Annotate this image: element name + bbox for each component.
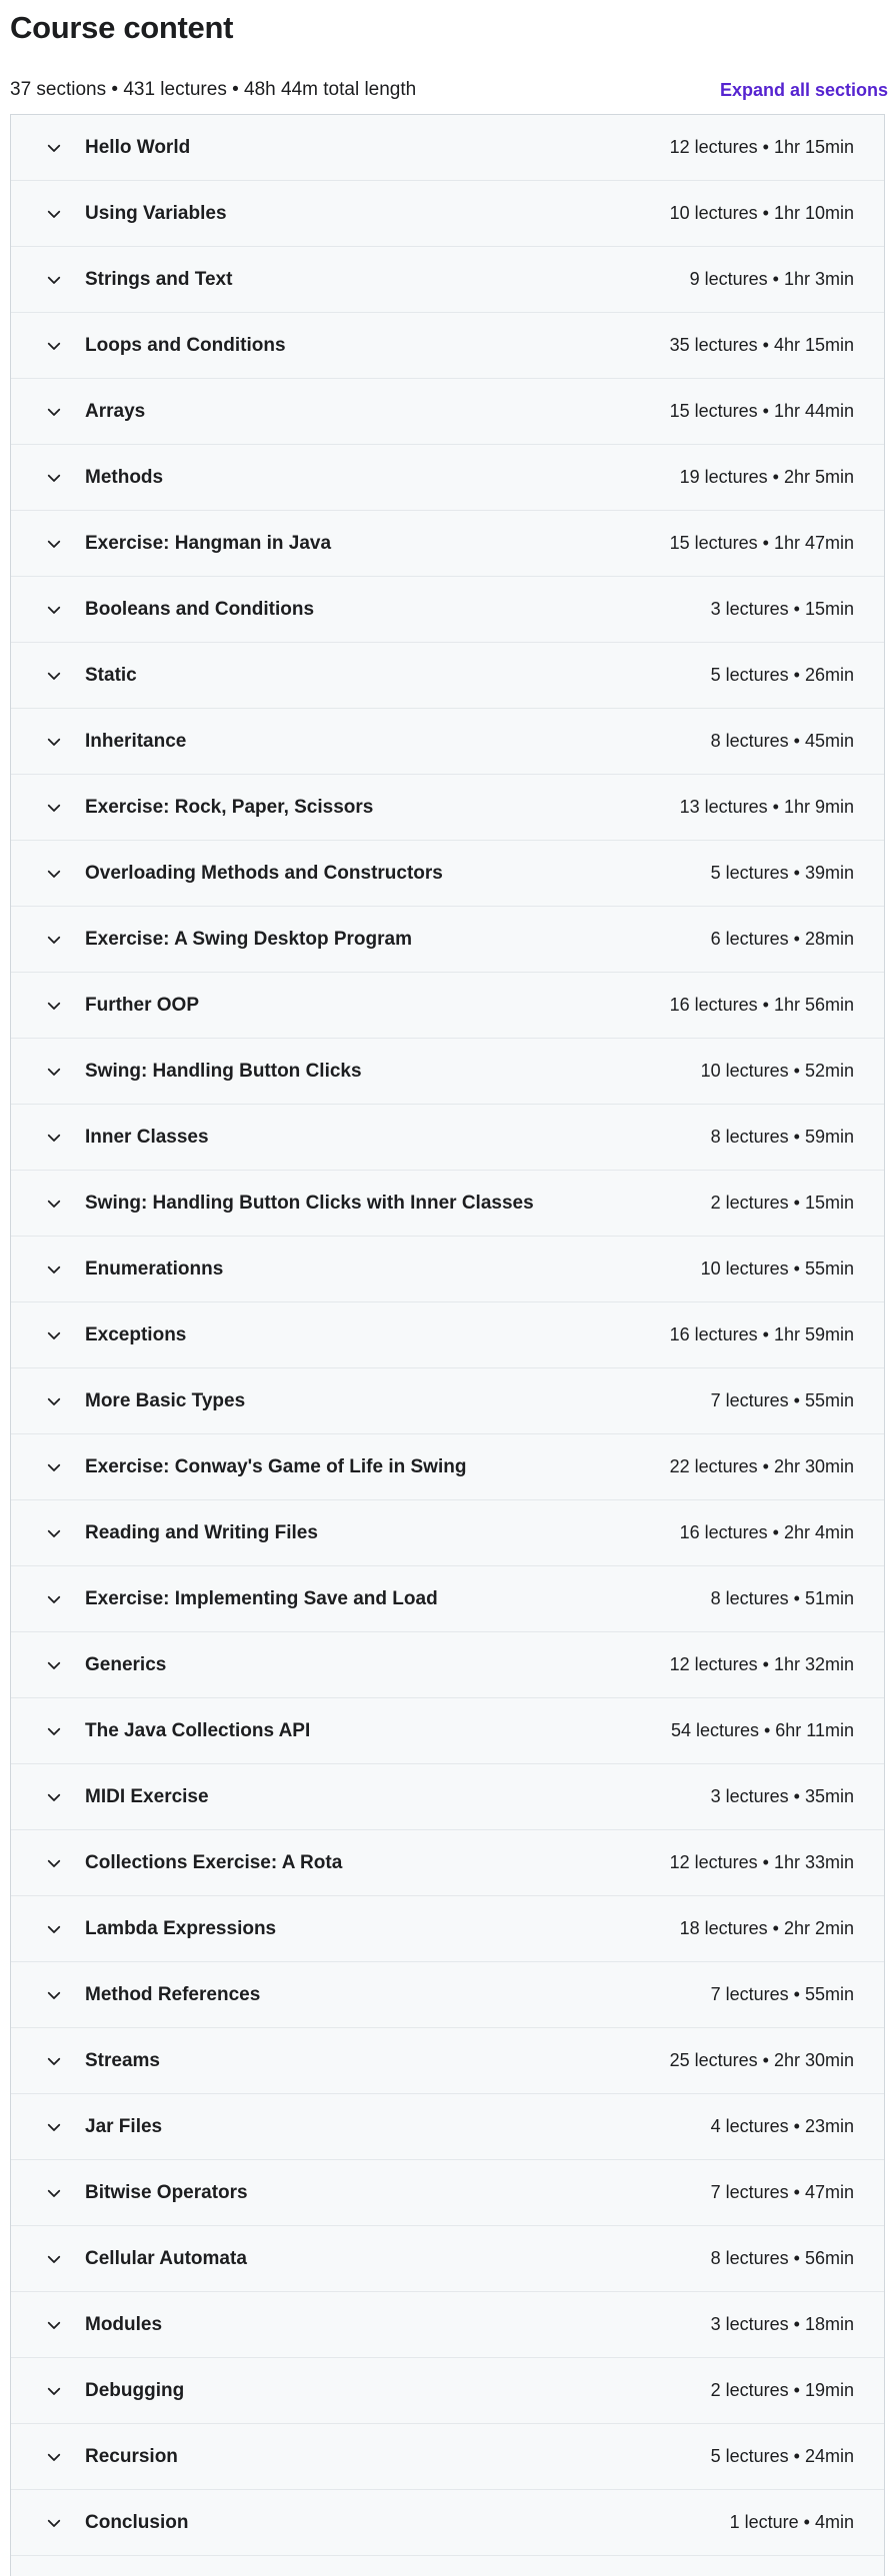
section-meta: 10 lectures • 52min — [700, 1061, 854, 1081]
section-meta: 7 lectures • 55min — [710, 1390, 854, 1410]
section-header[interactable] — [11, 115, 884, 181]
chevron-down-icon — [45, 667, 63, 685]
section-title: Exercise: Implementing Save and Load — [85, 1587, 438, 1609]
section-title: Further OOP — [85, 994, 200, 1016]
section-header[interactable] — [11, 2094, 884, 2160]
section-meta: 12 lectures • 1hr 32min — [669, 1654, 854, 1674]
course-summary-row — [10, 77, 888, 103]
chevron-down-icon — [45, 1261, 63, 1279]
section-title: Lambda Expressions — [85, 1917, 277, 1939]
chevron-down-icon — [45, 139, 63, 157]
chevron-down-icon — [45, 2184, 63, 2202]
section-header[interactable] — [11, 2292, 884, 2358]
chevron-down-icon — [45, 535, 63, 553]
section-header[interactable] — [11, 1764, 884, 1830]
section-header[interactable] — [11, 973, 884, 1039]
section-title: Arrays — [85, 400, 146, 422]
section-meta: 2 lectures • 15min — [710, 1193, 854, 1213]
section-header[interactable] — [11, 841, 884, 907]
section-header[interactable] — [11, 709, 884, 775]
section-header[interactable] — [11, 643, 884, 709]
chevron-down-icon — [45, 1392, 63, 1410]
section-header[interactable] — [11, 1237, 884, 1302]
section-header[interactable] — [11, 1171, 884, 1237]
section-title: Conclusion — [85, 2511, 189, 2533]
section-title: Streams — [85, 2049, 160, 2071]
section-title: Swing: Handling Button Clicks — [85, 1060, 362, 1082]
chevron-down-icon — [45, 799, 63, 817]
section-meta: 16 lectures • 1hr 56min — [669, 995, 854, 1015]
chevron-down-icon — [45, 1524, 63, 1542]
section-meta: 16 lectures • 2hr 4min — [679, 1522, 854, 1542]
chevron-down-icon — [45, 2316, 63, 2334]
section-title: Loops and Conditions — [85, 334, 286, 356]
chevron-down-icon — [45, 1063, 63, 1081]
section-title: Static — [85, 664, 137, 686]
section-title: MIDI Exercise — [85, 1785, 209, 1807]
chevron-down-icon — [45, 1656, 63, 1674]
section-meta: 7 lectures • 47min — [710, 2182, 854, 2202]
chevron-down-icon — [45, 2118, 63, 2136]
section-header[interactable] — [11, 775, 884, 841]
section-header[interactable] — [11, 1434, 884, 1500]
section-header[interactable] — [11, 1698, 884, 1764]
section-title: Inner Classes — [85, 1126, 209, 1148]
section-header[interactable] — [11, 2424, 884, 2490]
section-meta: 1 lecture • 4min — [729, 2512, 854, 2532]
chevron-down-icon — [45, 469, 63, 487]
section-title: Exercise: Rock, Paper, Scissors — [85, 796, 374, 818]
section-title: Exercise: A Swing Desktop Program — [85, 928, 412, 950]
section-header[interactable] — [11, 1105, 884, 1171]
section-title: More Basic Types — [85, 1389, 246, 1411]
section-title: Methods — [85, 466, 164, 488]
section-meta: 15 lectures • 1hr 47min — [669, 533, 854, 553]
section-title: Collections Exercise: A Rota — [85, 1851, 343, 1873]
section-title: Cellular Automata — [85, 2247, 247, 2269]
chevron-down-icon — [45, 337, 63, 355]
chevron-down-icon — [45, 205, 63, 223]
section-meta: 12 lectures • 1hr 33min — [669, 1852, 854, 1872]
section-title: Swing: Handling Button Clicks with Inner Classes — [85, 1192, 534, 1214]
section-title: Inheritance — [85, 730, 187, 752]
chevron-down-icon — [45, 2052, 63, 2070]
section-title: Exceptions — [85, 1323, 187, 1345]
section-meta: 10 lectures • 1hr 10min — [669, 203, 854, 223]
section-title: Using Variables — [85, 202, 227, 224]
section-meta: 22 lectures • 2hr 30min — [669, 1456, 854, 1476]
section-meta: 15 lectures • 1hr 44min — [669, 401, 854, 421]
section-header[interactable] — [11, 313, 884, 379]
section-header[interactable] — [11, 445, 884, 511]
section-meta: 6 lectures • 28min — [710, 929, 854, 949]
section-meta: 18 lectures • 2hr 2min — [679, 1918, 854, 1938]
section-title: Generics — [85, 1653, 167, 1675]
section-title: Debugging — [85, 2379, 185, 2401]
section-title: Hello World — [85, 136, 191, 158]
chevron-down-icon — [45, 2250, 63, 2268]
section-meta: 3 lectures • 18min — [710, 2314, 854, 2334]
chevron-down-icon — [45, 1458, 63, 1476]
section-meta: 8 lectures • 45min — [710, 731, 854, 751]
section-title: Strings and Text — [85, 268, 233, 290]
section-header[interactable] — [11, 2490, 884, 2556]
section-header[interactable] — [11, 1632, 884, 1698]
chevron-down-icon — [45, 1920, 63, 1938]
chevron-down-icon — [45, 1788, 63, 1806]
section-header[interactable] — [11, 577, 884, 643]
section-title: Enumerationns — [85, 1258, 224, 1280]
section-meta: 25 lectures • 2hr 30min — [669, 2050, 854, 2070]
chevron-down-icon — [45, 1129, 63, 1147]
section-meta: 12 lectures • 1hr 15min — [669, 137, 854, 157]
section-meta: 3 lectures • 35min — [710, 1786, 854, 1806]
section-meta: 10 lectures • 55min — [700, 1259, 854, 1279]
section-meta: 54 lectures • 6hr 11min — [670, 1720, 854, 1740]
chevron-down-icon — [45, 403, 63, 421]
section-meta: 5 lectures • 24min — [710, 2446, 854, 2466]
section-meta: 8 lectures • 51min — [710, 1588, 854, 1608]
section-header[interactable] — [11, 1896, 884, 1962]
section-title: Recursion — [85, 2445, 178, 2467]
section-title: Exercise: Conway's Game of Life in Swing — [85, 1455, 467, 1477]
section-meta: 8 lectures • 59min — [710, 1127, 854, 1147]
expand-all-sections-button[interactable]: Expand all sections — [719, 80, 888, 100]
section-header[interactable] — [11, 2358, 884, 2424]
section-meta: 16 lectures • 1hr 59min — [669, 1324, 854, 1344]
chevron-down-icon — [45, 1986, 63, 2004]
section-meta: 8 lectures • 56min — [710, 2248, 854, 2268]
section-header[interactable] — [11, 1566, 884, 1632]
section-meta: 5 lectures • 26min — [710, 665, 854, 685]
section-header[interactable] — [11, 2160, 884, 2226]
chevron-down-icon — [45, 997, 63, 1015]
chevron-down-icon — [45, 2514, 63, 2532]
chevron-down-icon — [45, 1326, 63, 1344]
section-header[interactable] — [11, 1368, 884, 1434]
section-list — [10, 114, 885, 2576]
chevron-down-icon — [45, 601, 63, 619]
section-header[interactable] — [11, 1830, 884, 1896]
section-meta: 4 lectures • 23min — [710, 2116, 854, 2136]
section-title: Modules — [85, 2313, 163, 2335]
section-title: Exercise: Hangman in Java — [85, 532, 332, 554]
section-meta: 19 lectures • 2hr 5min — [679, 467, 854, 487]
section-meta: 7 lectures • 55min — [710, 1984, 854, 2004]
course-summary: 37 sections • 431 lectures • 48h 44m total length — [10, 79, 417, 100]
chevron-down-icon — [45, 931, 63, 949]
section-header[interactable] — [11, 1039, 884, 1105]
section-title: Booleans and Conditions — [85, 598, 315, 620]
section-meta: 3 lectures • 15min — [710, 599, 854, 619]
section-header[interactable] — [11, 2028, 884, 2094]
section-meta: 13 lectures • 1hr 9min — [679, 797, 854, 817]
section-meta: 9 lectures • 1hr 3min — [689, 269, 854, 289]
section-header[interactable] — [11, 511, 884, 577]
section-title: The Java Collections API — [85, 1719, 311, 1741]
chevron-down-icon — [45, 1195, 63, 1213]
section-meta: 35 lectures • 4hr 15min — [669, 335, 854, 355]
chevron-down-icon — [45, 2382, 63, 2400]
section-header[interactable] — [11, 907, 884, 973]
section-header[interactable] — [11, 379, 884, 445]
section-title: Bitwise Operators — [85, 2181, 248, 2203]
chevron-down-icon — [45, 271, 63, 289]
section-title: Reading and Writing Files — [85, 1521, 318, 1543]
chevron-down-icon — [45, 865, 63, 883]
section-header[interactable] — [11, 1962, 884, 2028]
section-header[interactable] — [11, 1302, 884, 1368]
chevron-down-icon — [45, 1854, 63, 1872]
section-header[interactable] — [11, 1500, 884, 1566]
section-title: Overloading Methods and Constructors — [85, 862, 443, 884]
section-meta: 2 lectures • 19min — [710, 2380, 854, 2400]
chevron-down-icon — [45, 2448, 63, 2466]
chevron-down-icon — [45, 1590, 63, 1608]
page-title: Course content — [10, 10, 234, 45]
section-header[interactable] — [11, 247, 884, 313]
section-meta: 5 lectures • 39min — [710, 863, 854, 883]
section-title: Jar Files — [85, 2115, 163, 2137]
chevron-down-icon — [45, 1722, 63, 1740]
section-header[interactable] — [11, 181, 884, 247]
section-title: Method References — [85, 1983, 261, 2005]
chevron-down-icon — [45, 733, 63, 751]
section-header[interactable] — [11, 2226, 884, 2292]
